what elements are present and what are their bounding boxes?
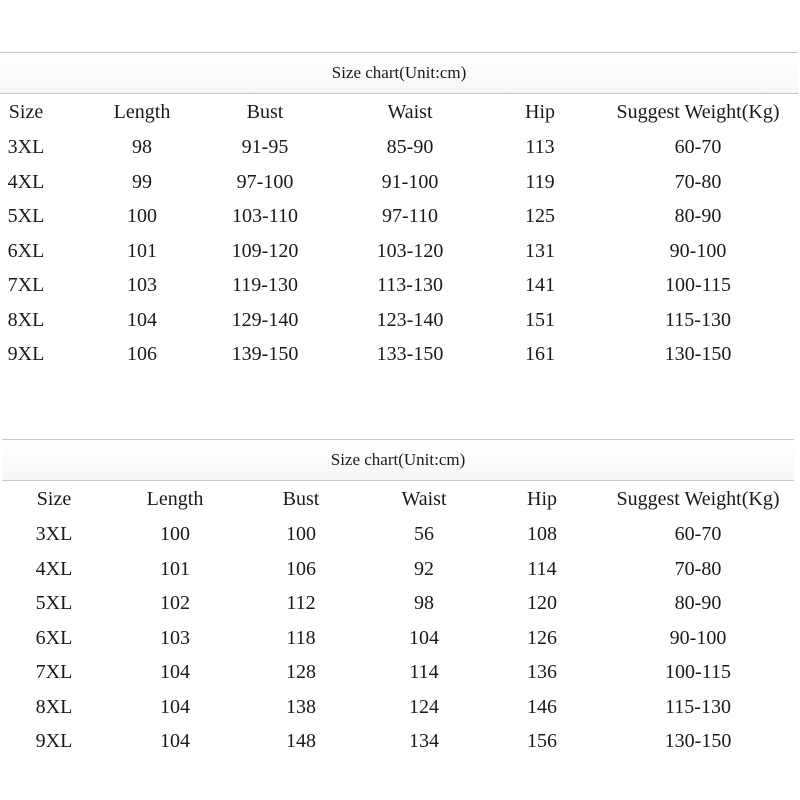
cell-size: 7XL (35, 661, 73, 684)
table-row (0, 552, 800, 587)
cell-waist: 92 (414, 557, 434, 580)
cell-length: 104 (160, 730, 190, 753)
header-suggest-weight: Suggest Weight(Kg) (616, 488, 780, 510)
cell-length: 99 (132, 170, 152, 193)
cell-length: 103 (160, 626, 190, 649)
cell-size: 4XL (35, 557, 73, 580)
cell-size: 5XL (7, 205, 45, 228)
cell-hip: 131 (525, 239, 555, 262)
cell-weight: 90-100 (669, 626, 727, 649)
header-row (0, 94, 800, 130)
header-bust: Bust (246, 101, 284, 123)
size-chart-2 (0, 439, 800, 759)
cell-hip: 114 (527, 557, 557, 580)
table-row (0, 690, 800, 725)
cell-waist: 114 (409, 661, 439, 684)
cell-waist: 113-130 (377, 274, 443, 297)
cell-size: 9XL (35, 730, 73, 753)
header-hip: Hip (527, 488, 557, 510)
cell-hip: 136 (527, 661, 557, 684)
cell-bust: 97-100 (236, 170, 294, 193)
table-row (0, 586, 800, 621)
table-row (0, 337, 800, 372)
cell-weight: 130-150 (664, 343, 732, 366)
table-row (0, 517, 800, 552)
header-row (0, 481, 800, 517)
cell-hip: 126 (527, 626, 557, 649)
cell-hip: 108 (527, 523, 557, 546)
cell-waist: 104 (409, 626, 439, 649)
size-chart-title: Size chart(Unit:cm) (0, 52, 798, 94)
cell-length: 103 (127, 274, 157, 297)
cell-hip: 151 (525, 308, 555, 331)
cell-length: 102 (160, 592, 190, 615)
cell-bust: 148 (286, 730, 316, 753)
cell-waist: 98 (414, 592, 434, 615)
header-waist: Waist (401, 488, 447, 510)
cell-size: 4XL (7, 170, 45, 193)
cell-bust: 109-120 (231, 239, 299, 262)
cell-hip: 125 (525, 205, 555, 228)
cell-size: 8XL (35, 695, 73, 718)
cell-weight: 60-70 (674, 136, 722, 159)
cell-waist: 133-150 (376, 343, 444, 366)
cell-waist: 85-90 (386, 136, 434, 159)
table-row (0, 130, 800, 165)
cell-length: 98 (132, 136, 152, 159)
cell-length: 104 (160, 695, 190, 718)
size-chart-title: Size chart(Unit:cm) (2, 439, 794, 481)
cell-length: 100 (160, 523, 190, 546)
cell-size: 7XL (7, 274, 45, 297)
cell-weight: 100-115 (665, 274, 731, 297)
cell-hip: 141 (525, 274, 555, 297)
cell-weight: 130-150 (664, 730, 732, 753)
cell-bust: 139-150 (231, 343, 299, 366)
cell-hip: 156 (527, 730, 557, 753)
cell-weight: 70-80 (674, 557, 722, 580)
table-row (0, 303, 800, 338)
table-row (0, 234, 800, 269)
cell-waist: 103-120 (376, 239, 444, 262)
table-row (0, 655, 800, 690)
header-length: Length (113, 101, 171, 123)
cell-waist: 134 (409, 730, 439, 753)
cell-weight: 70-80 (674, 170, 722, 193)
cell-length: 104 (127, 308, 157, 331)
cell-bust: 112 (286, 592, 316, 615)
cell-length: 106 (127, 343, 157, 366)
size-chart-1 (0, 52, 800, 372)
cell-size: 8XL (7, 308, 45, 331)
table-row (0, 199, 800, 234)
header-suggest-weight: Suggest Weight(Kg) (616, 101, 780, 123)
header-size: Size (36, 488, 72, 510)
cell-size: 5XL (35, 592, 73, 615)
cell-length: 101 (160, 557, 190, 580)
cell-size: 9XL (7, 343, 45, 366)
cell-waist: 91-100 (381, 170, 439, 193)
cell-waist: 97-110 (382, 205, 438, 228)
cell-hip: 146 (527, 695, 557, 718)
cell-weight: 90-100 (669, 239, 727, 262)
table-row (0, 165, 800, 200)
cell-bust: 128 (286, 661, 316, 684)
cell-weight: 80-90 (674, 592, 722, 615)
cell-length: 104 (160, 661, 190, 684)
cell-weight: 80-90 (674, 205, 722, 228)
cell-hip: 120 (527, 592, 557, 615)
cell-hip: 119 (525, 170, 555, 193)
cell-size: 3XL (35, 523, 73, 546)
cell-bust: 106 (286, 557, 316, 580)
table-row (0, 724, 800, 759)
header-waist: Waist (387, 101, 433, 123)
cell-hip: 161 (525, 343, 555, 366)
cell-weight: 100-115 (665, 661, 731, 684)
table-row (0, 621, 800, 656)
cell-size: 6XL (35, 626, 73, 649)
cell-length: 100 (127, 205, 157, 228)
header-hip: Hip (525, 101, 555, 123)
cell-size: 6XL (7, 239, 45, 262)
cell-bust: 103-110 (232, 205, 298, 228)
cell-bust: 138 (286, 695, 316, 718)
cell-bust: 129-140 (231, 308, 299, 331)
cell-bust: 91-95 (241, 136, 289, 159)
cell-hip: 113 (525, 136, 555, 159)
cell-bust: 119-130 (232, 274, 298, 297)
header-bust: Bust (282, 488, 320, 510)
cell-bust: 118 (286, 626, 316, 649)
cell-size: 3XL (7, 136, 45, 159)
cell-weight: 60-70 (674, 523, 722, 546)
cell-length: 101 (127, 239, 157, 262)
cell-weight: 115-130 (665, 695, 731, 718)
cell-waist: 56 (414, 523, 434, 546)
cell-weight: 115-130 (665, 308, 731, 331)
header-length: Length (146, 488, 204, 510)
header-size: Size (8, 101, 44, 123)
table-row (0, 268, 800, 303)
cell-waist: 124 (409, 695, 439, 718)
cell-bust: 100 (286, 523, 316, 546)
cell-waist: 123-140 (376, 308, 444, 331)
